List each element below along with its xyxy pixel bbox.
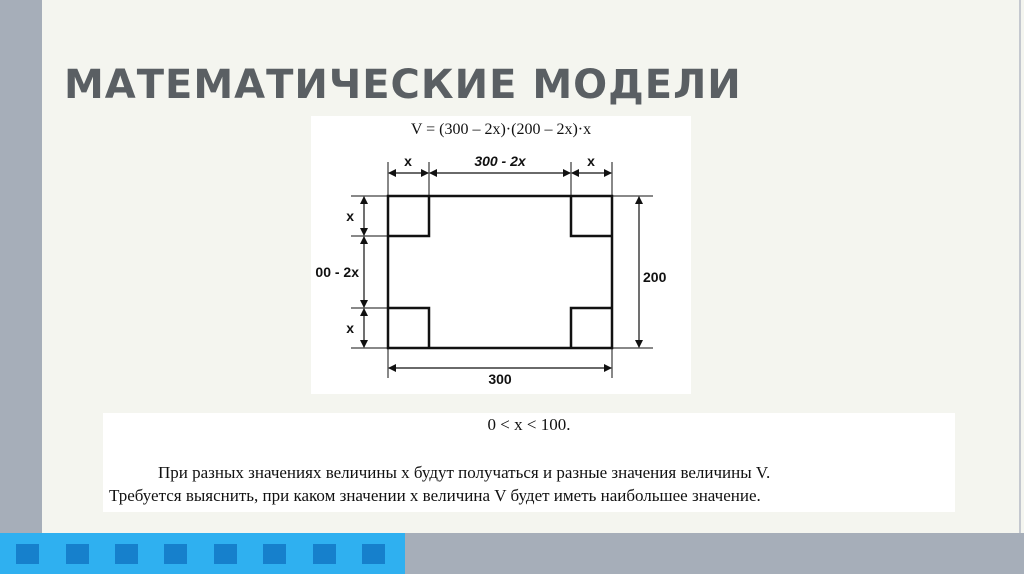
right-border-line	[1019, 0, 1021, 574]
cut-square-bottom-left	[388, 308, 429, 348]
dimension-arrows	[364, 173, 639, 368]
inequality-text: 0 < x < 100.	[487, 415, 571, 434]
accent-square	[214, 544, 237, 564]
label-top-x-left: x	[404, 153, 412, 169]
accent-square	[115, 544, 138, 564]
accent-square	[16, 544, 39, 564]
accent-square	[313, 544, 336, 564]
box-diagram-svg	[311, 116, 691, 394]
label-top-middle: 300 - 2x	[474, 153, 526, 169]
left-sidebar-bar	[0, 0, 42, 574]
label-right-height: 200	[643, 269, 667, 285]
accent-square	[66, 544, 89, 564]
accent-square	[263, 544, 286, 564]
label-left-x-top: x	[346, 208, 354, 224]
sheet-rectangle	[388, 196, 612, 348]
bottom-accent-bar	[0, 533, 405, 574]
box-diagram	[311, 116, 691, 394]
label-left-x-bottom: x	[346, 320, 354, 336]
label-bottom-width: 300	[488, 371, 512, 387]
cut-square-top-right	[571, 196, 612, 236]
accent-square	[362, 544, 385, 564]
problem-text-box	[103, 413, 955, 512]
cut-square-top-left	[388, 196, 429, 236]
slide-title: МАТЕМАТИЧЕСКИЕ МОДЕЛИ	[64, 62, 742, 108]
volume-formula: V = (300 – 2x)·(200 – 2x)·x	[410, 121, 592, 138]
paragraph-line-2: Требуется выяснить, при каком значении x величина V будет иметь наибольшее значение.	[109, 486, 761, 505]
label-left-middle: 00 - 2x	[315, 264, 359, 280]
label-top-x-right: x	[587, 153, 595, 169]
accent-square	[164, 544, 187, 564]
cut-square-bottom-right	[571, 308, 612, 348]
sheet-outline	[388, 196, 612, 348]
paragraph-line-1: При разных значениях величины x будут получаться и разные значения величины V.	[158, 463, 771, 482]
extension-lines	[351, 162, 653, 378]
